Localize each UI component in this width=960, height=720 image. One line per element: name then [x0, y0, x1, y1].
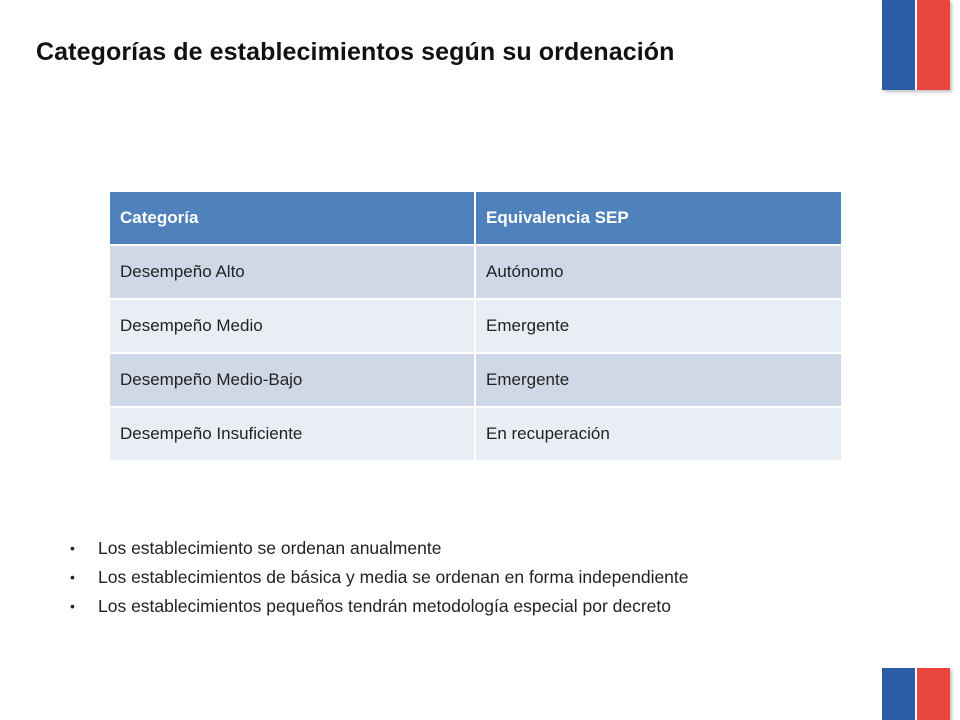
list-item: [70, 592, 689, 621]
flag-red-stripe: [917, 0, 950, 90]
table-cell-equivalence: Autónomo: [475, 245, 842, 299]
table-cell-category: Desempeño Insuficiente: [110, 407, 475, 461]
bullet-text: Los establecimientos pequeños tendrán metodología especial por decreto: [98, 596, 672, 616]
table-row: [110, 353, 842, 407]
table-header-equivalence: Equivalencia SEP: [475, 192, 842, 245]
bullet-icon: •: [70, 569, 75, 585]
bullet-text: Los establecimientos de básica y media se ordenan en forma independiente: [98, 567, 689, 587]
list-item: [70, 563, 689, 592]
flag-blue-stripe: [882, 0, 915, 90]
bullet-text: Los establecimiento se ordenan anualmente: [98, 538, 442, 558]
flag-logo-top: [882, 0, 950, 90]
bullet-icon: •: [70, 540, 75, 556]
flag-blue-stripe: [882, 668, 915, 720]
list-item: [70, 534, 689, 563]
table-header-category: Categoría: [110, 192, 475, 245]
bullet-icon: •: [70, 598, 75, 614]
table-cell-category: Desempeño Medio-Bajo: [110, 353, 475, 407]
table-row: [110, 407, 842, 461]
bullet-list: [70, 534, 689, 621]
table-row: [110, 245, 842, 299]
page-title: Categorías de establecimientos según su ordenación: [36, 38, 675, 66]
table-cell-equivalence: Emergente: [475, 299, 842, 353]
flag-logo-bottom: [882, 668, 950, 720]
categories-table: [110, 192, 843, 462]
table-cell-equivalence: Emergente: [475, 353, 842, 407]
table-header-row: [110, 192, 842, 245]
table-cell-category: Desempeño Medio: [110, 299, 475, 353]
flag-red-stripe: [917, 668, 950, 720]
table-cell-equivalence: En recuperación: [475, 407, 842, 461]
table-cell-category: Desempeño Alto: [110, 245, 475, 299]
table-row: [110, 299, 842, 353]
